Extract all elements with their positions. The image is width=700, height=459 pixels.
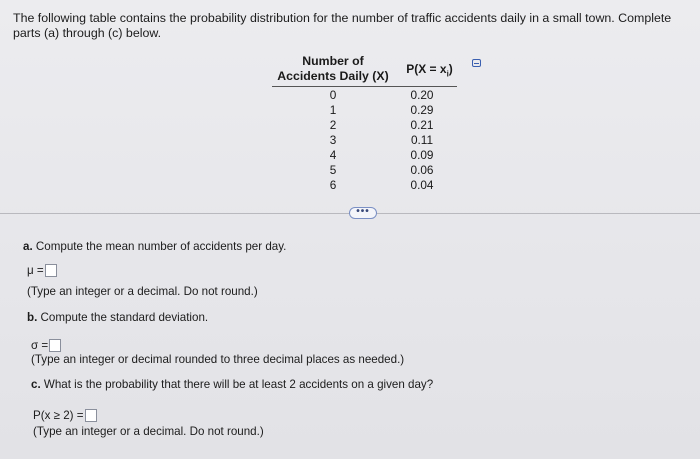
- x-cell: 2: [329, 118, 337, 132]
- part-b-question: [27, 311, 208, 325]
- part-a-label: a.: [23, 240, 33, 253]
- part-a-text: Compute the mean number of accidents per day.: [35, 240, 287, 253]
- x-cell: 3: [329, 133, 337, 147]
- part-c-label: c.: [31, 378, 41, 391]
- header-probability-sub: i: [446, 69, 449, 79]
- x-cell: 5: [329, 163, 337, 177]
- question-intro: The following table contains the probability distribution for the number of traffic accidents daily in a small town. Complete parts (a) through (c) below.: [13, 11, 672, 40]
- header-probability-close: ): [448, 62, 453, 76]
- p-cell: 0.09: [410, 148, 434, 162]
- p-cell: 0.21: [410, 118, 434, 132]
- p-cell: 0.11: [410, 133, 434, 147]
- mean-input[interactable]: [45, 264, 57, 277]
- part-c-question: [31, 378, 433, 392]
- x-cell: 1: [329, 103, 337, 117]
- p-cell: 0.06: [410, 163, 434, 177]
- x-cell: 6: [329, 178, 337, 192]
- probability-column: [397, 88, 447, 193]
- p-cell: 0.04: [410, 178, 434, 192]
- x-cell: 0: [329, 88, 337, 102]
- part-c-hint: (Type an integer or a decimal. Do not round.): [33, 425, 264, 438]
- part-b-text: Compute the standard deviation.: [40, 311, 209, 324]
- header-probability: [397, 62, 462, 81]
- probability-answer-row: [33, 409, 97, 422]
- copy-icon[interactable]: [472, 59, 481, 67]
- part-b-hint: (Type an integer or decimal rounded to three decimal places as needed.): [31, 353, 405, 366]
- header-accidents: Number of Accidents Daily (X): [277, 54, 389, 83]
- p-cell: 0.20: [410, 88, 434, 102]
- sd-input[interactable]: [49, 339, 61, 352]
- p-cell: 0.29: [410, 103, 434, 117]
- part-a-hint: (Type an integer or a decimal. Do not round.): [27, 285, 258, 298]
- sd-answer-row: [31, 339, 61, 352]
- probability-input[interactable]: [85, 409, 97, 422]
- part-b-label: b.: [27, 311, 38, 324]
- probability-symbol: P(x ≥ 2) =: [33, 409, 84, 422]
- mean-symbol: μ =: [27, 264, 44, 277]
- x-cell: 4: [329, 148, 337, 162]
- header-probability-main: P(X = x: [406, 62, 447, 76]
- header-rule: [272, 86, 457, 87]
- mean-answer-row: [27, 264, 57, 277]
- sd-symbol: σ =: [31, 339, 49, 352]
- more-button[interactable]: •••: [349, 207, 377, 219]
- x-column: [272, 88, 394, 193]
- part-c-text: What is the probability that there will be at least 2 accidents on a given day?: [43, 378, 434, 391]
- part-a-question: [23, 240, 286, 254]
